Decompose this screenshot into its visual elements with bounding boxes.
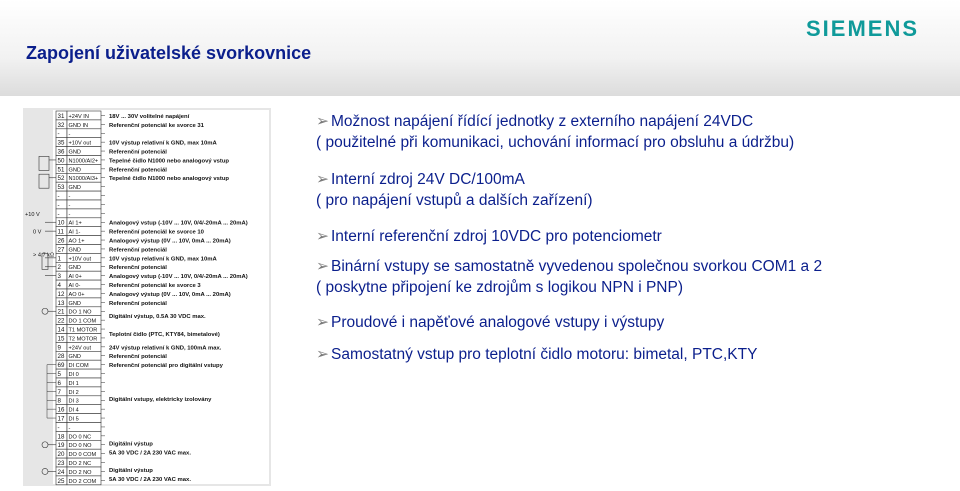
terminal-name: DI 3: [68, 398, 79, 405]
terminal-name: DI 4: [68, 407, 79, 414]
bullet-external-supply: ➢ Možnost napájení řídící jednotky z externího napájení 24VDC: [316, 113, 754, 130]
terminal-number: -: [57, 193, 60, 200]
terminal-number: -: [57, 424, 60, 432]
page-title: Zapojení uživatelské svorkovnice: [26, 43, 312, 63]
bullet-internal-source-detail: ( pro napájení vstupů a dalších zařízení): [316, 192, 593, 209]
terminal-description: Referenční potenciál ke svorce 3: [109, 283, 201, 289]
terminal-name: GND: [68, 354, 81, 361]
terminal-description: 24V výstup relativní k GND, 100mA max.: [109, 345, 222, 352]
terminal-name: T2 MOTOR: [68, 336, 98, 343]
terminal-name-cell: [67, 209, 101, 218]
terminal-description: Referenční potenciál pro digitální vstupy: [109, 363, 223, 370]
terminal-number: 11: [57, 228, 64, 236]
terminal-name: +10V out: [68, 256, 92, 263]
arrow-bullet-icon: ➢: [316, 258, 329, 275]
arrow-bullet-icon: ➢: [316, 171, 329, 188]
left-label: 0 V: [33, 229, 42, 236]
terminal-number: 4: [57, 282, 61, 289]
terminal-number: 12: [57, 290, 65, 298]
terminal-number: -: [57, 201, 60, 209]
terminal-name: AO 1+: [68, 238, 85, 245]
terminal-number: 52: [57, 175, 65, 183]
bullet-binary-inputs-detail: ( poskytne připojení ke zdrojům s logikou NPN i PNP): [316, 279, 683, 296]
terminal-number: 9: [57, 344, 61, 352]
terminal-name-cell: [67, 191, 101, 200]
terminal-name: GND: [68, 185, 81, 192]
terminal-name: -: [68, 211, 71, 218]
terminal-name: AI 0-: [68, 283, 81, 289]
terminal-number: 1: [57, 255, 61, 263]
terminal-number: 18: [57, 433, 65, 441]
relay-contact-symbol: [42, 442, 48, 448]
terminal-number: 8: [57, 397, 61, 405]
terminal-name-cell: [67, 200, 101, 209]
terminal-number: 31: [57, 112, 65, 120]
terminal-name: DO 1 COM: [68, 318, 97, 325]
terminal-number: 21: [57, 308, 65, 316]
terminal-number: 6: [57, 379, 61, 387]
terminal-number: 36: [57, 148, 65, 156]
terminal-name: DO 2 NC: [68, 461, 92, 467]
terminal-name: DO 2 NO: [68, 469, 92, 476]
terminal-number: 22: [57, 317, 65, 325]
siemens-logo: SIEMENS: [806, 16, 920, 41]
terminal-number: 3: [57, 273, 61, 281]
arrow-bullet-icon: ➢: [316, 346, 329, 363]
terminal-number: 7: [57, 388, 61, 396]
terminal-name: T1 MOTOR: [68, 327, 98, 334]
terminal-description: Digitální výstup, 0.5A 30 VDC max.: [109, 314, 206, 321]
terminal-name: DI 1: [68, 380, 79, 387]
terminal-name: AI 1+: [68, 220, 82, 227]
terminal-name: AI 1-: [68, 229, 81, 236]
arrow-bullet-icon: ➢: [316, 228, 329, 245]
terminal-description: Tepelné čidlo N1000 nebo analogový vstup: [109, 158, 230, 165]
terminal-name: -: [68, 131, 71, 138]
terminal-description: Analogový vstup (-10V ... 10V, 0/4/-20mA ... 20mA): [109, 274, 248, 281]
terminal-number: 27: [57, 246, 65, 254]
terminal-name: DO 2 COM: [68, 478, 97, 485]
relay-contact-symbol: [42, 468, 48, 474]
terminal-description: Referenční potenciál: [109, 265, 167, 272]
terminal-number: 69: [57, 362, 65, 370]
terminal-description: Referenční potenciál: [109, 247, 167, 254]
terminal-name: GND: [68, 167, 81, 174]
terminal-number: -: [57, 210, 60, 218]
terminal-description: Digitální vstupy, elektricky izolovány: [109, 396, 212, 403]
terminal-name: AO 0+: [68, 291, 85, 298]
terminal-description: Tepelné čidlo N1000 nebo analogový vstup: [109, 176, 230, 183]
arrow-bullet-icon: ➢: [316, 113, 329, 130]
terminal-description: Referenční potenciál: [109, 300, 167, 307]
terminal-name: +10V out: [68, 140, 92, 147]
terminal-number: 17: [57, 415, 65, 423]
terminal-name: GND: [68, 300, 81, 307]
terminal-description: Analogový výstup (0V ... 10V, 0mA ... 20mA): [109, 291, 231, 298]
terminal-number: 23: [57, 460, 65, 467]
left-label: > 4.7 kΩ: [33, 252, 55, 259]
terminal-number: 24: [57, 468, 65, 476]
terminal-number: 13: [57, 299, 65, 307]
terminal-name-cell: [67, 423, 101, 432]
terminal-description: Analogový výstup (0V ... 10V, 0mA ... 20mA): [109, 238, 231, 245]
terminal-name: DI 5: [68, 416, 79, 423]
bullet-external-supply-detail: ( použitelné při komunikaci, uchování informací pro obsluhu a údržbu): [316, 134, 795, 151]
terminal-description: Teplotní čidlo (PTC, KTY84, bimetalové): [109, 331, 220, 338]
terminal-name: DO 0 COM: [68, 452, 97, 459]
terminal-description: Referenční potenciál: [109, 149, 167, 156]
terminal-name: DO 0 NC: [68, 434, 92, 441]
bullet-temperature-input: ➢ Samostatný vstup pro teplotní čidlo motoru: bimetal, PTC,KTY: [316, 346, 758, 363]
terminal-name: +24V out: [68, 345, 92, 352]
bullet-analog-io: ➢ Proudové i napěťové analogové vstupy i výstupy: [316, 314, 665, 331]
terminal-name: -: [68, 425, 71, 432]
terminal-diagram-svg: [23, 108, 271, 486]
terminal-name: AI 0+: [68, 274, 82, 281]
terminal-name: -: [68, 194, 71, 200]
terminal-name: N1000/AI2+: [68, 158, 99, 165]
terminal-description: Referenční potenciál: [109, 354, 167, 361]
terminal-number: 35: [57, 139, 65, 147]
terminal-name: DI 2: [68, 389, 79, 396]
terminal-description: Analogový vstup (-10V ... 10V, 0/4/-20mA ... 20mA): [109, 220, 248, 227]
terminal-description: 18V ... 30V volitelné napájení: [109, 113, 190, 120]
terminal-name: N1000/AI3+: [68, 176, 99, 183]
bullet-reference-source: ➢ Interní referenční zdroj 10VDC pro potenciometr: [316, 228, 662, 245]
bullet-internal-source: ➢ Interní zdroj 24V DC/100mA: [316, 171, 525, 188]
terminal-number: 15: [57, 335, 65, 343]
terminal-number: 19: [57, 442, 65, 450]
terminal-number: 5: [57, 371, 61, 378]
terminal-description: Referenční potenciál ke svorce 31: [109, 122, 204, 129]
left-label: +10 V: [25, 211, 40, 218]
terminal-name: -: [68, 202, 71, 209]
terminal-description: Digitální výstup: [109, 441, 153, 448]
terminal-number: 25: [57, 477, 65, 485]
terminal-name: DI 0: [68, 372, 79, 378]
terminal-name: GND IN: [68, 122, 89, 129]
terminal-name: GND: [68, 247, 81, 254]
terminal-number: 28: [57, 353, 65, 361]
terminal-description: 10V výstup relativní k GND, max 10mA: [109, 140, 217, 147]
relay-contact-symbol: [42, 308, 48, 314]
terminal-name: GND: [68, 149, 81, 156]
terminal-description: 10V výstup relativní k GND, max 10mA: [109, 256, 217, 263]
terminal-name: DO 1 NO: [68, 309, 92, 316]
terminal-description: 5A 30 VDC / 2A 230 VAC max.: [109, 450, 191, 457]
terminal-number: 50: [57, 157, 65, 165]
terminal-name: +24V IN: [68, 113, 89, 120]
terminal-number: 16: [57, 406, 65, 414]
arrow-bullet-icon: ➢: [316, 314, 329, 331]
terminal-number: 26: [57, 237, 65, 245]
sensor-symbol: [39, 174, 49, 188]
terminal-description: Referenční potenciál: [109, 167, 167, 174]
terminal-name: GND: [68, 265, 81, 272]
bullet-binary-inputs: ➢ Binární vstupy se samostatně vyvedenou společnou svorkou COM1 a 2: [316, 258, 823, 275]
terminal-number: 2: [57, 264, 61, 272]
terminal-diagram: [23, 108, 271, 486]
terminal-name: DI COM: [68, 363, 89, 370]
sensor-symbol: [39, 156, 49, 170]
terminal-number: 10: [57, 219, 65, 227]
terminal-number: 32: [57, 121, 65, 129]
terminal-number: 51: [57, 166, 65, 174]
terminal-description: Referenční potenciál ke svorce 10: [109, 229, 204, 236]
terminal-number: 14: [57, 326, 65, 334]
terminal-name-cell: [67, 129, 101, 138]
terminal-description: 5A 30 VDC / 2A 230 VAC max.: [109, 477, 191, 484]
terminal-description: Digitální výstup: [109, 468, 153, 475]
terminal-number: -: [57, 130, 60, 138]
terminal-number: 53: [57, 184, 65, 192]
terminal-name: DO 0 NO: [68, 443, 92, 450]
terminal-number: 20: [57, 451, 65, 459]
